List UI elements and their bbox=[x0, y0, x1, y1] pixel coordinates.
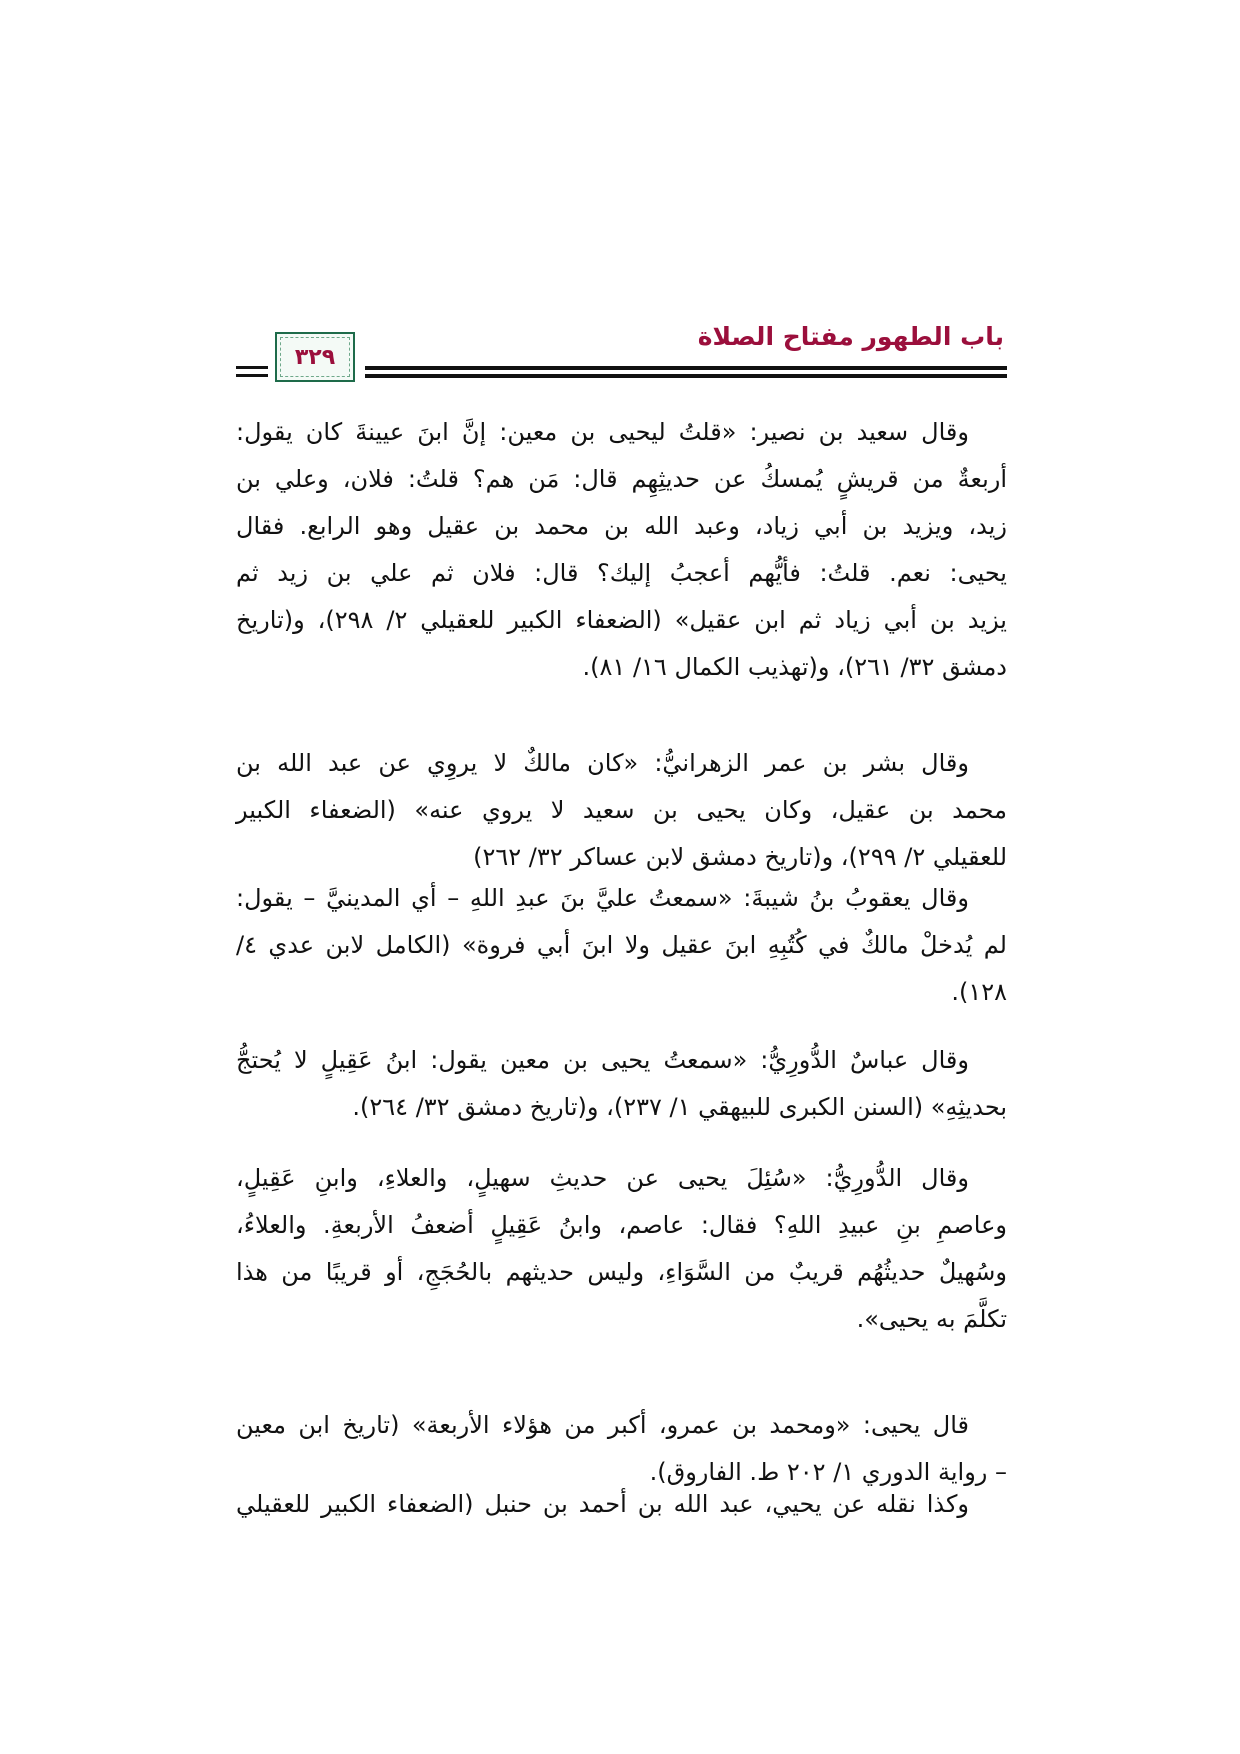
header-rule-left-bottom bbox=[236, 374, 268, 377]
text-line: وقال سعيد بن نصير: «قلتُ ليحيى بن معين: إنَّ ابنَ عيينةَ كان يقول: bbox=[236, 418, 969, 446]
text-line: وقال يعقوبُ بنُ شيبةَ: «سمعتُ عليَّ بنَ عبدِ اللهِ – أي المدينيَّ – يقول: bbox=[236, 884, 969, 912]
text-line: للعقيلي ٢/ ٢٩٩)، و(تاريخ دمشق لابن عساكر ٣٢/ ٢٦٢) bbox=[473, 843, 1007, 871]
text-line: أربعةٌ من قريشٍ يُمسكُ عن حديثِهِم قال: مَن هم؟ قلتُ: فلان، وعلي بن bbox=[236, 465, 1007, 493]
text-line: لم يُدخلْ مالكٌ في كُتُبِهِ ابنَ عقيل ولا ابنَ أبي فروة» (الكامل لابن عدي ٤/ bbox=[236, 931, 1007, 959]
text-line: بحديثِهِ» (السنن الكبرى للبيهقي ١/ ٢٣٧)، و(تاريخ دمشق ٣٢/ ٢٦٤). bbox=[352, 1093, 1007, 1121]
page-number: ٣٢٩ bbox=[294, 344, 336, 370]
text-line: قال يحيى: «ومحمد بن عمرو، أكبر من هؤلاء الأربعة» (تاريخ ابن معين bbox=[236, 1411, 969, 1439]
text-line: وقال عباسٌ الدُّورِيُّ: «سمعتُ يحيى بن معين يقول: ابنُ عَقِيلٍ لا يُحتجُّ bbox=[236, 1046, 969, 1074]
text-line: – رواية الدوري ١/ ٢٠٢ ط. الفاروق). bbox=[649, 1458, 1007, 1486]
text-line: وسُهيلٌ حديثُهُم قريبٌ من السَّوَاءِ، وليس حديثهم بالحُجَجِ، أو قريبًا من هذا bbox=[236, 1258, 1007, 1286]
text-line: وقال بشر بن عمر الزهرانيُّ: «كان مالكٌ لا يروِي عن عبد الله بن bbox=[236, 749, 969, 777]
text-line: ١٢٨). bbox=[951, 978, 1007, 1006]
text-line: دمشق ٣٢/ ٢٦١)، و(تهذيب الكمال ١٦/ ٨١). bbox=[582, 653, 1007, 681]
header-rule-thick bbox=[365, 366, 1007, 370]
header-rule-left-top bbox=[236, 366, 268, 369]
page-number-frame bbox=[275, 332, 355, 382]
text-line: تكلَّمَ به يحيى». bbox=[856, 1305, 1007, 1333]
chapter-title: باب الطهور مفتاح الصلاة bbox=[697, 322, 1004, 351]
text-line: يحيى: نعم. قلتُ: فأيُّهم أعجبُ إليك؟ قال: فلان ثم علي بن زيد ثم bbox=[236, 559, 1007, 587]
header-rule-thin bbox=[365, 374, 1007, 378]
text-line: محمد بن عقيل، وكان يحيى بن سعيد لا يروي عنه» (الضعفاء الكبير bbox=[236, 796, 1007, 824]
text-line: وكذا نقله عن يحيي، عبد الله بن أحمد بن حنبل (الضعفاء الكبير للعقيلي bbox=[236, 1490, 969, 1518]
text-line: زيد، ويزيد بن أبي زياد، وعبد الله بن محمد بن عقيل وهو الرابع. فقال bbox=[236, 512, 1007, 540]
text-line: يزيد بن أبي زياد ثم ابن عقيل» (الضعفاء الكبير للعقيلي ٢/ ٢٩٨)، و(تاريخ bbox=[236, 606, 1007, 634]
text-line: وقال الدُّورِيُّ: «سُئِلَ يحيى عن حديثِ سهيلٍ، والعلاءِ، وابنِ عَقِيلٍ، bbox=[236, 1164, 969, 1192]
text-line: وعاصمِ بنِ عبيدِ اللهِ؟ فقال: عاصم، وابنُ عَقِيلٍ أضعفُ الأربعةِ. والعلاءُ، bbox=[236, 1211, 1007, 1239]
